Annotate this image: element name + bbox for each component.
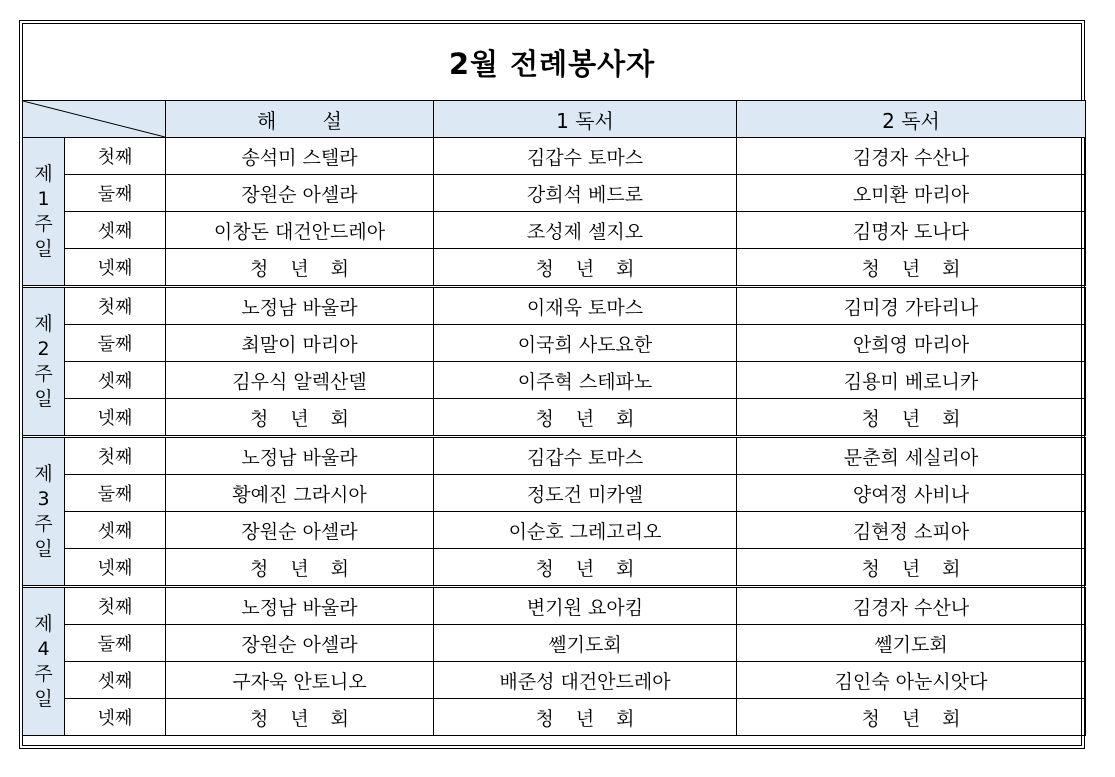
table-row: [23, 437, 1086, 475]
ordinal-cell: [65, 437, 166, 475]
commentary-cell-text: 황예진 그라시아: [232, 483, 367, 506]
commentary-cell-text: 청년회: [249, 557, 372, 580]
reading1-cell: [434, 662, 737, 699]
reading2-cell-text: 오미환 마리아: [852, 183, 970, 206]
week-label-char: 1: [37, 187, 50, 210]
reading1-cell: [434, 287, 737, 325]
commentary-cell: [166, 475, 434, 512]
reading1-cell: [434, 325, 737, 362]
reading1-cell-text: 변기원 요아킴: [526, 596, 644, 619]
reading2-cell: [737, 437, 1086, 475]
reading2-cell-text: 쎌기도회: [874, 633, 948, 656]
page-title: 2월 전례봉사자: [448, 46, 656, 81]
reading1-cell-text: 쎌기도회: [548, 633, 622, 656]
reading2-cell-text: 김미경 가타리나: [843, 296, 979, 319]
commentary-cell: [166, 512, 434, 549]
ordinal-cell-text: 둘째: [97, 484, 133, 505]
commentary-cell-text: 노정남 바울라: [241, 296, 358, 319]
reading2-cell: [737, 175, 1086, 212]
commentary-cell-text: 청년회: [249, 707, 372, 730]
reading1-cell-text: 정도건 미카엘: [526, 483, 644, 506]
table-row: [23, 325, 1086, 362]
reading1-cell: [434, 699, 737, 736]
commentary-cell: [166, 662, 434, 699]
reading2-cell: [737, 549, 1086, 587]
table-row: [23, 399, 1086, 437]
diagonal-line: [23, 101, 165, 137]
table-row: [23, 212, 1086, 249]
commentary-cell: [166, 175, 434, 212]
commentary-cell-text: 김우식 알렉산델: [232, 370, 367, 393]
reading2-cell-text: 청년회: [861, 257, 983, 280]
reading1-cell: [434, 175, 737, 212]
reading1-cell-text: 청년회: [535, 707, 657, 730]
reading2-cell: [737, 587, 1086, 625]
reading1-cell-text: 이주혁 스테파노: [517, 370, 653, 393]
ordinal-cell: [65, 325, 166, 362]
week-label: [23, 287, 65, 437]
ordinal-cell: [65, 699, 166, 736]
commentary-cell-text: 송석미 스텔라: [241, 146, 358, 169]
commentary-cell: [166, 287, 434, 325]
reading1-cell: [434, 249, 737, 287]
reading2-cell: [737, 512, 1086, 549]
header-reading2: 2 독서: [737, 101, 1086, 138]
commentary-cell: [166, 625, 434, 662]
commentary-cell: [166, 437, 434, 475]
reading2-cell: [737, 399, 1086, 437]
reading1-cell: [434, 587, 737, 625]
reading1-cell: [434, 475, 737, 512]
header-reading1: 1 독서: [434, 101, 737, 138]
commentary-cell-text: 최말이 마리아: [241, 333, 358, 356]
reading1-cell-text: 김갑수 토마스: [526, 146, 644, 169]
commentary-cell-text: 청년회: [249, 257, 372, 280]
table-row: [23, 362, 1086, 399]
reading1-cell: [434, 549, 737, 587]
commentary-cell-text: 구자욱 안토니오: [232, 670, 367, 693]
ordinal-cell-text: 첫째: [97, 147, 133, 168]
reading1-cell-text: 배준성 대건안드레아: [499, 670, 671, 693]
ordinal-cell-text: 넷째: [97, 258, 133, 279]
ordinal-cell: [65, 662, 166, 699]
commentary-cell-text: 노정남 바울라: [241, 596, 358, 619]
reading1-cell-text: 이순호 그레고리오: [508, 520, 662, 543]
header-commentary: 해 설: [166, 101, 434, 138]
table-row: [23, 587, 1086, 625]
reading2-cell-text: 양여정 사비나: [852, 483, 970, 506]
commentary-cell: [166, 362, 434, 399]
ordinal-cell-text: 첫째: [97, 447, 133, 468]
reading1-cell-text: 청년회: [535, 407, 657, 430]
week-label-char: 제: [34, 312, 53, 335]
ordinal-cell-text: 셋째: [97, 371, 133, 392]
table-row: [23, 475, 1086, 512]
week-label-char: 제: [34, 462, 53, 485]
table-row: [23, 625, 1086, 662]
week-label-char: 주: [34, 662, 53, 685]
reading2-cell-text: 청년회: [861, 407, 983, 430]
reading1-cell-text: 김갑수 토마스: [526, 446, 644, 469]
reading2-cell-text: 안희영 마리아: [852, 333, 970, 356]
ordinal-cell-text: 셋째: [97, 671, 133, 692]
commentary-cell-text: 장원순 아셀라: [241, 520, 358, 543]
week-label-char: 주: [34, 212, 53, 235]
ordinal-cell-text: 둘째: [97, 634, 133, 655]
week-label-char: 제: [34, 612, 53, 635]
commentary-cell-text: 노정남 바울라: [241, 446, 358, 469]
ordinal-cell: [65, 175, 166, 212]
reading1-cell: [434, 437, 737, 475]
table-row: [23, 699, 1086, 736]
reading2-cell-text: 김명자 도나다: [852, 220, 970, 243]
commentary-cell: [166, 212, 434, 249]
week-label-char: 일: [34, 687, 53, 710]
reading1-cell-text: 강희석 베드로: [526, 183, 644, 206]
reading2-cell-text: 김경자 수산나: [852, 596, 970, 619]
table-row: [23, 549, 1086, 587]
reading2-cell: [737, 362, 1086, 399]
table-row: [23, 138, 1086, 175]
commentary-cell: [166, 587, 434, 625]
reading2-cell: [737, 625, 1086, 662]
week-label: [23, 437, 65, 587]
ordinal-cell: [65, 399, 166, 437]
reading1-cell: [434, 212, 737, 249]
reading2-cell: [737, 325, 1086, 362]
ordinal-cell: [65, 587, 166, 625]
table-row: [23, 512, 1086, 549]
reading2-cell: [737, 138, 1086, 175]
commentary-cell: [166, 138, 434, 175]
reading2-cell: [737, 212, 1086, 249]
week-label: [23, 587, 65, 736]
week-label-char: 일: [34, 237, 53, 260]
week-label-char: 주: [34, 362, 53, 385]
schedule-table: [22, 100, 1086, 736]
week-label-char: 3: [37, 487, 50, 510]
ordinal-cell-text: 넷째: [97, 408, 133, 429]
reading2-cell-text: 청년회: [861, 557, 983, 580]
reading2-cell: [737, 287, 1086, 325]
reading2-cell-text: 김용미 베로니카: [843, 370, 979, 393]
commentary-cell-text: 장원순 아셀라: [241, 633, 358, 656]
corner-cell: [23, 101, 166, 138]
table-row: [23, 662, 1086, 699]
ordinal-cell-text: 첫째: [97, 297, 133, 318]
ordinal-cell-text: 넷째: [97, 558, 133, 579]
week-label-char: 4: [37, 637, 50, 660]
ordinal-cell: [65, 625, 166, 662]
table-row: [23, 175, 1086, 212]
commentary-cell: [166, 399, 434, 437]
ordinal-cell: [65, 549, 166, 587]
ordinal-cell-text: 첫째: [97, 597, 133, 618]
ordinal-cell: [65, 249, 166, 287]
reading1-cell: [434, 138, 737, 175]
week-label-char: 일: [34, 537, 53, 560]
commentary-cell-text: 청년회: [249, 407, 372, 430]
commentary-cell-text: 이창돈 대건안드레아: [213, 220, 386, 243]
week-label-char: 2: [37, 337, 50, 360]
week-label-char: 주: [34, 512, 53, 535]
week-label-char: 제: [34, 162, 53, 185]
reading1-cell-text: 조성제 셀지오: [526, 220, 644, 243]
reading1-cell: [434, 512, 737, 549]
header-row: [23, 101, 1086, 138]
commentary-cell-text: 장원순 아셀라: [241, 183, 358, 206]
reading2-cell: [737, 475, 1086, 512]
ordinal-cell-text: 넷째: [97, 708, 133, 729]
week-label-char: 일: [34, 387, 53, 410]
table-row: [23, 249, 1086, 287]
commentary-cell: [166, 325, 434, 362]
reading2-cell-text: 문춘희 세실리아: [843, 446, 979, 469]
ordinal-cell: [65, 212, 166, 249]
ordinal-cell: [65, 287, 166, 325]
reading1-cell-text: 이재욱 토마스: [526, 296, 644, 319]
reading2-cell-text: 김경자 수산나: [852, 146, 970, 169]
ordinal-cell: [65, 512, 166, 549]
reading1-cell-text: 청년회: [535, 557, 657, 580]
reading2-cell: [737, 662, 1086, 699]
table-row: [23, 287, 1086, 325]
ordinal-cell-text: 둘째: [97, 184, 133, 205]
reading1-cell: [434, 399, 737, 437]
ordinal-cell: [65, 138, 166, 175]
commentary-cell: [166, 549, 434, 587]
reading2-cell: [737, 249, 1086, 287]
ordinal-cell-text: 둘째: [97, 334, 133, 355]
reading2-cell: [737, 699, 1086, 736]
ordinal-cell: [65, 475, 166, 512]
reading2-cell-text: 김인숙 아눈시앗다: [834, 670, 988, 693]
reading1-cell: [434, 625, 737, 662]
commentary-cell: [166, 699, 434, 736]
week-label: [23, 138, 65, 287]
reading1-cell: [434, 362, 737, 399]
reading1-cell-text: 청년회: [535, 257, 657, 280]
ordinal-cell-text: 셋째: [97, 521, 133, 542]
ordinal-cell: [65, 362, 166, 399]
reading2-cell-text: 청년회: [861, 707, 983, 730]
reading2-cell-text: 김현정 소피아: [852, 520, 970, 543]
reading1-cell-text: 이국희 사도요한: [517, 333, 653, 356]
commentary-cell: [166, 249, 434, 287]
ordinal-cell-text: 셋째: [97, 221, 133, 242]
